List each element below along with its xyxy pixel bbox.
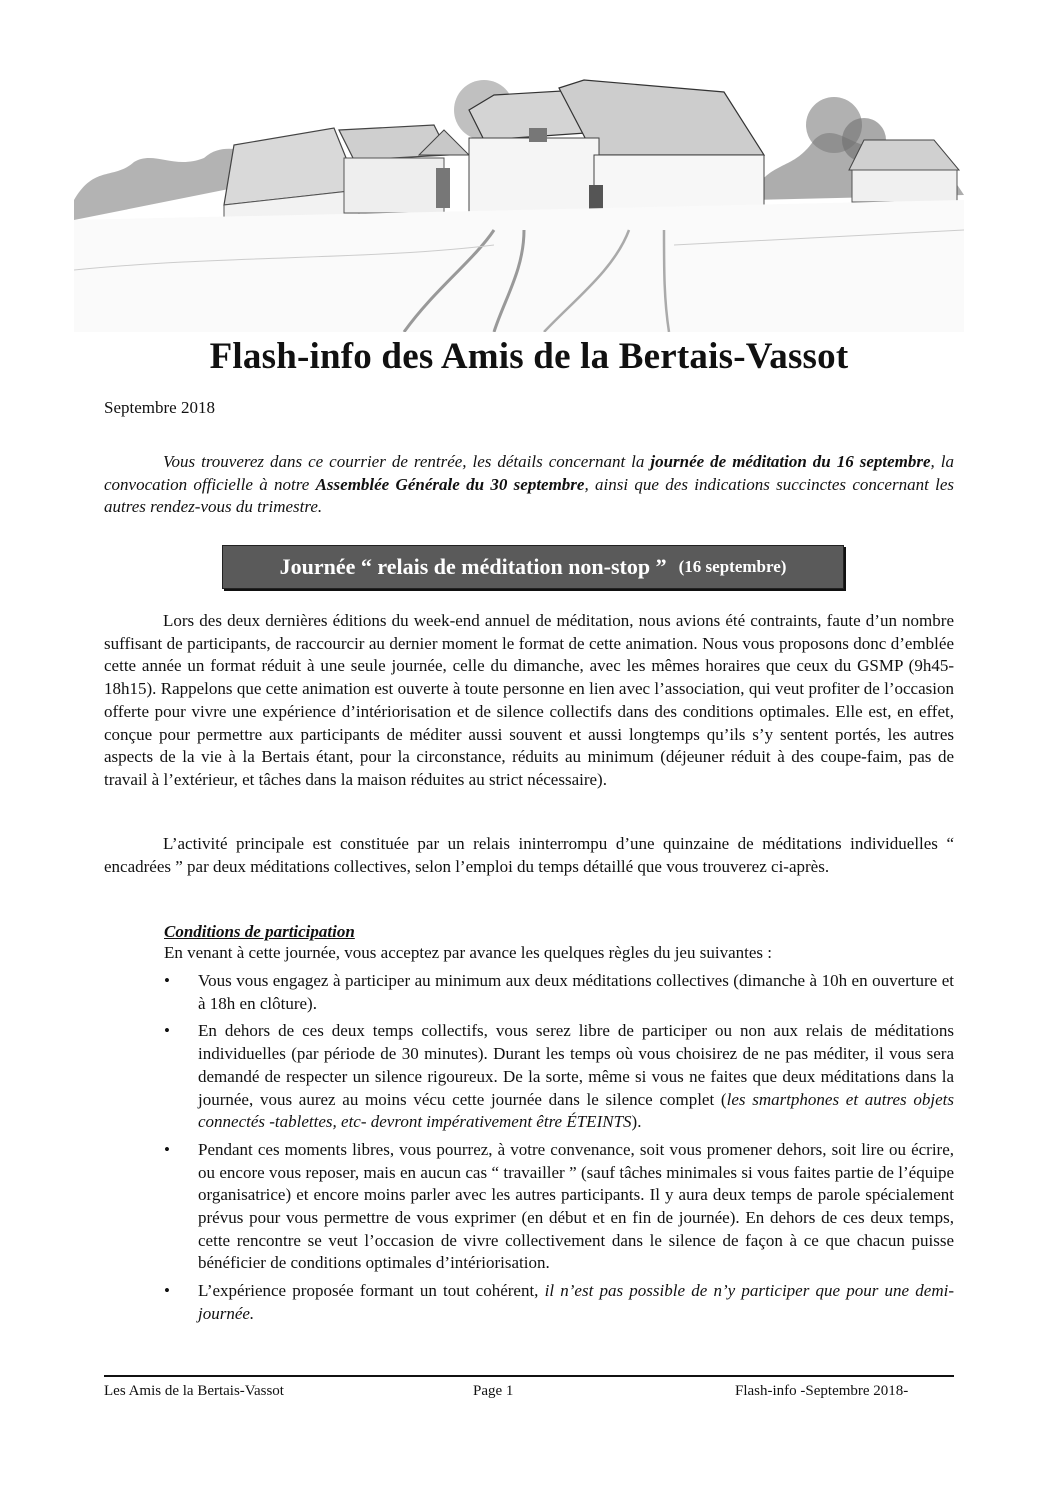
issue-date: Septembre 2018 [104,398,215,417]
body-paragraph: L’activité principale est constituée par un relais ininterrompu d’une quinzaine de méditations individuelles “ encadrées ” par deux méditations collectives, selon l’emploi du temps détaillé que vous trouverez ci-après. [104,834,954,876]
footer-right: Flash-info -Septembre 2018- [735,1383,909,1399]
list-item: • L’expérience proposée formant un tout cohérent, il n’est pas possible de n’y participer que pour une demi-journée. [164,1281,954,1323]
intro-paragraph: Vous trouverez dans ce courrier de rentrée, les détails concernant la journée de méditation du 16 septembre, la convocation officielle à notre Assemblée Générale du 30 septembre, ainsi que des indications succinctes concernant les autres rendez-vous du trimestre. [104,452,954,517]
conditions-intro: En venant à cette journée, vous acceptez par avance les quelques règles du jeu suivantes : [164,943,772,962]
page-title: Flash-info des Amis de la Bertais-Vassot [209,336,849,377]
footer-divider [104,1375,954,1377]
page-number: Page 1 [473,1383,514,1399]
body-paragraph: Lors des deux dernières éditions du week-end annuel de méditation, nous avions été contraints, faute d’un nombre suffisant de participants, de raccourcir au dernier moment le format de cette animation. Nous vous proposons donc d’emblée cette année un format réduit à une seule journée, celle du dimanche, avec les mêmes horaires que ceux du GSMP (9h45-18h15). Rappelons que cette animation est ouverte à toute personne en lien avec l’association, qui veut profiter de l’occasion offerte pour vivre une expérience d’intériorisation et de silence collectifs dans des conditions optimales. Elle est, en effet, conçue pour permettre aux participants de méditer aussi souvent et aussi longtemps qu’ils s’y sentent portés, les autres aspects de la vie à la Bertais étant, pour la circonstance, réduits au minimum (déjeuner réduit à des coupe-faim, pas de travail à l’extérieur, et tâches dans la maison réduites au strict nécessaire). [104,611,954,789]
farmhouse-sketch-illustration [74,70,964,332]
conditions-list [164,970,954,1331]
section-date: (16 septembre) [678,557,787,576]
bullet-icon: • [164,1139,170,1159]
bullet-icon: • [164,1281,170,1301]
list-item: • En dehors de ces deux temps collectifs, vous serez libre de participer ou non aux relais de méditations individuelles (par période de 30 minutes). Durant les temps où vous choisirez de ne pas méditer, il vous sera demandé de respecter un silence rigoureux. De la sorte, même si vous ne faites que deux méditations dans la journée, vous aurez au moins vécu cette journée dans le silence complet (les smartphones et autres objets connectés -tablettes, etc- devront impérativement être ÉTEINTS). [164,1021,954,1132]
section-title: Journée “ relais de méditation non-stop ” [279,554,667,579]
bullet-icon: • [164,971,170,990]
section-title-box [222,545,844,589]
list-item: • Pendant ces moments libres, vous pourrez, à votre convenance, soit vous promener dehors, soit lire ou écrire, ou encore vous reposer, mais en aucun cas “ travailler ” (sauf tâches minimales si vous faites partie de l’équipe organisatrice) et encore moins parler avec les autres participants. Il y aura deux temps de parole spécialement prévus pour vous permettre de vous exprimer (en début et en fin de journée). En dehors de ces deux temps, cette rencontre se veut l’occasion de vivre collectivement dans le silence de façon à ce que chacun puisse bénéficier de conditions optimales d’intériorisation. [164,1139,954,1273]
list-item: • Vous vous engagez à participer au minimum aux deux méditations collectives (dimanche à 10h en ouverture et à 18h en clôture). [164,971,954,1013]
footer-left: Les Amis de la Bertais-Vassot [104,1383,284,1399]
bullet-icon: • [164,1021,170,1041]
conditions-heading: Conditions de participation [164,922,355,941]
